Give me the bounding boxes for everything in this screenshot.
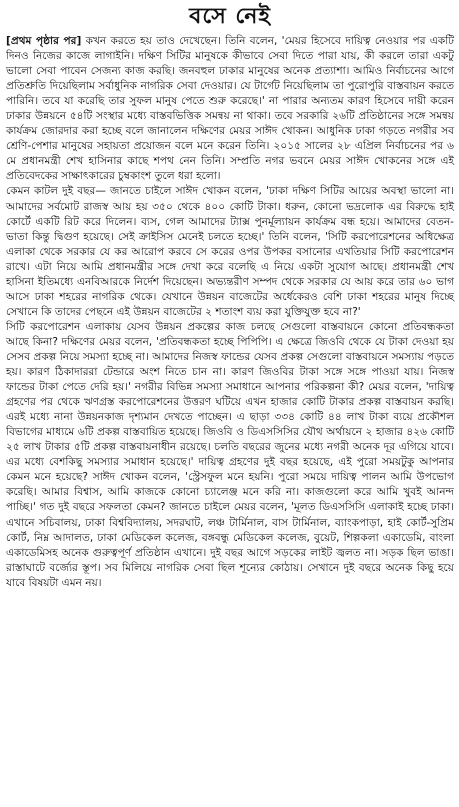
article-body bbox=[6, 34, 454, 591]
article-paragraph-3: সিটি করপোরেশন এলাকায় যেসব উন্নয়ন প্রকল্পের কাজ চলছে সেগুলো বাস্তবায়নে কোনো প্রতিবন্ধকতা আছে কিনা? দক্ষিণের মেয়র বলেন, 'প্রতিবন্ধকতা হচ্ছে পিপিপি। এ ক্ষেত্রে জিওবি থেকে যে টাকা দেওয়া হয় সেসব প্রকল্প নিয়ে সমস্যা হচ্ছে না। আমাদের নিজস্ব ফান্ডের যেসব প্রকল্প সেগুলো বাস্তবায়নে সমস্যায় পড়তে হয়। কারণ ঠিকাদাররা টেন্ডারে অংশ নিতে চান না। কারণ জিওবির টাকা সঙ্গে সঙ্গে পাওয়া যায়। নিজস্ব ফান্ডের টাকা পেতে দেরি হয়।' নগরীর বিভিন্ন সমস্যা সমাধানে আপনার পরিকল্পনা কী? মেয়র বলেন, 'দায়িত্ব গ্রহণের পর থেকে ঋণগ্রস্ত করপোরেশনের উত্তরণ ঘটিয়ে এখন হাজার কোটি টাকার প্রকল্প বাস্তবায়ন করছি। এরই মধ্যে নানা উন্নয়নকাজ দৃশ্যমান দেখতে পাচ্ছেন। এ ছাড়া ৩৩৪ কোটি ৪৪ লাখ টাকা ব্যয়ে প্রকৌশল বিভাগের মাধ্যমে ৬টি প্রকল্প বাস্তবায়িত হয়েছে। জিওবি ও ডিএসসিসির যৌথ অর্থায়নে ২ হাজার ৪২৬ কোটি ২৫ লাখ টাকার ৫টি প্রকল্প বাস্তবায়নাধীন রয়েছে। চলতি বছরের জুনের মধ্যে নগরী অনেক দূর এগিয়ে যাবে। এর মধ্যে বেশকিছু সমস্যার সমাধান হয়েছে।' দায়িত্ব গ্রহণের দুই বছর হয়েছে, এই পুরো সময়টুকু আপনার কেমন মনে হয়েছে? সাঈদ খোকন বলেন, 'স্ট্রেসফুল মনে হয়নি। পুরো সময়ে দায়িত্ব পালন আমি উপভোগ করেছি। আমার বিশ্বাস, আমি কাজকে কোনো চ্যালেঞ্জ মনে করি না। কাজগুলো করে আমি খুবই আনন্দ পাচ্ছি।' গত দুই বছরে সফলতা কেমন? জানতে চাইলে মেয়র বলেন, 'মূলত ডিএসসিসি এলাকাই হচ্ছে ঢাকা। এখানে সচিবালয়, ঢাকা বিশ্ববিদ্যালয়, সদরঘাট, লঞ্চ টার্মিনাল, বাস টার্মিনাল, ব্যাংকপাড়া, হাই কোর্ট-সুপ্রিম কোর্ট, নিম্ন আদালত, ঢাকা মেডিকেল কলেজ, বঙ্গবন্ধু মেডিকেল কলেজ, বুয়েট, শিল্পকলা একাডেমি, বাংলা একাডেমিসহ অনেক গুরুত্বপূর্ণ প্রতিষ্ঠান এখানে। দুই বছর আগে সড়কের লাইট জ্বলত না। সড়ক ছিল ভাঙা। রাস্তাঘাটে বর্জ্যের স্তূপ। সব মিলিয়ে নাগরিক সেবা ছিল শূন্যের কোঠায়। সেখানে দুই বছরে অনেক কিছু হয়ে যাবে বিষয়টা এমন নয়। bbox=[6, 320, 454, 589]
article-paragraph-2: কেমন কাটল দুই বছর— জানতে চাইলে সাঈদ খোকন বলেন, 'ঢাকা দক্ষিণ সিটির আয়ের অবস্থা ভালো না। আমাদের সর্বমোট রাজস্ব আয় হয় ৩৫০ থেকে ৪০০ কোটি টাকা। ধরুন, কোনো ভদ্রলোক এর বিরুদ্ধে হাই কোর্টে একটি রিট করে দিলেন। ব্যস, গেল আমাদের ট্যাক্স পুনর্মূল্যায়ন কার্যক্রম বন্ধ হয়ে। আমাদের বেতন-ভাতা কিন্তু দ্বিগুণ হয়েছে। সেই ক্রাইসিস মেনেই চলতে হচ্ছে।' তিনি বলেন, 'সিটি করপোরেশনের অধিক্ষেত্র এলাকা থেকে সরকার যে কর আরোপ করবে সে করের ওপর উপকর বসানোর এখতিয়ার সিটি করপোরেশন রাখে। এটা নিয়ে আমি প্রধানমন্ত্রীর সঙ্গে দেখা করে বলেছি এ নিয়ে একটা সুযোগ আছে। প্রধানমন্ত্রী শেখ হাসিনা ইতিমধ্যে এনবিআরকে নির্দেশ দিয়েছেন। অভ্যন্তরীণ সম্পদ থেকে সরকার যে আয় করে তার ৬০ ভাগ আসে ঢাকা শহরের নাগরিক থেকে। যেখানে উন্নয়ন বাজেটের অর্ধেকেরও বেশি ঢাকা শহরের মানুষ দিচ্ছে সেখানে কি তাদের পেছনে এই উন্নয়ন বাজেটের ২ শতাংশ ব্যয় করা যুক্তিযুক্ত হবে না?' bbox=[6, 185, 454, 318]
continuation-kicker: [প্রথম পৃষ্ঠার পর] bbox=[6, 35, 82, 47]
article-paragraph-1 bbox=[6, 34, 454, 184]
article-headline: বসে নেই bbox=[189, 3, 271, 29]
paragraph-1-text: কখন করতে হয় তাও দেখেছেন। তিনি বলেন, 'মেয়র হিসেবে দায়িত্ব নেওয়ার পর একটি দিনও নিজের কাজে লাগাইনি। দক্ষিণ সিটির মানুষকে কীভাবে সেবা দিতে পারা যায়, কী করলে তারা একটু ভালো সেবা পাবেন সেজন্য কাজ করছি। জনবহুল ঢাকার মানুষের অনেক প্রত্যাশা। আমিও নির্বাচনের আগে প্রতিশ্রুতি দিয়েছিলাম সর্বাধুনিক নাগরিক সেবা দেওয়ার। যে টার্গেট নিয়েছিলাম তা পুরোপুরি বাস্তবায়ন করতে পারিনি। তবে যা করেছি তার সুফল মানুষ পেতে শুরু করেছে।' না পারার অন্যতম কারণ হিসেবে দায়ী করেন ঢাকার উন্নয়নে ৫৪টি সংস্থার মধ্যে বাস্তবভিত্তিক সমন্বয় না থাকা। তবে সরকারি ২৬টি প্রতিষ্ঠানের সঙ্গে সমন্বয় কার্যক্রম জোরদার করা হচ্ছে বলে জানালেন দক্ষিণের মেয়র সাঈদ খোকন। আধুনিক ঢাকা গড়তে নগরীর সব শ্রেণি-পেশার মানুষের সহায়তা প্রয়োজন বলে মনে করেন তিনি। ২০১৫ সালের ২৮ এপ্রিল নির্বাচনের পর ৬ মে প্রধানমন্ত্রী শেখ হাসিনার কাছে শপথ নেন তিনি। সম্প্রতি নগর ভবনে মেয়র সাঈদ খোকনের সঙ্গে এই প্রতিবেদকের সাক্ষাৎকারের চুম্বকাংশ তুলে ধরা হলো। bbox=[6, 35, 454, 183]
